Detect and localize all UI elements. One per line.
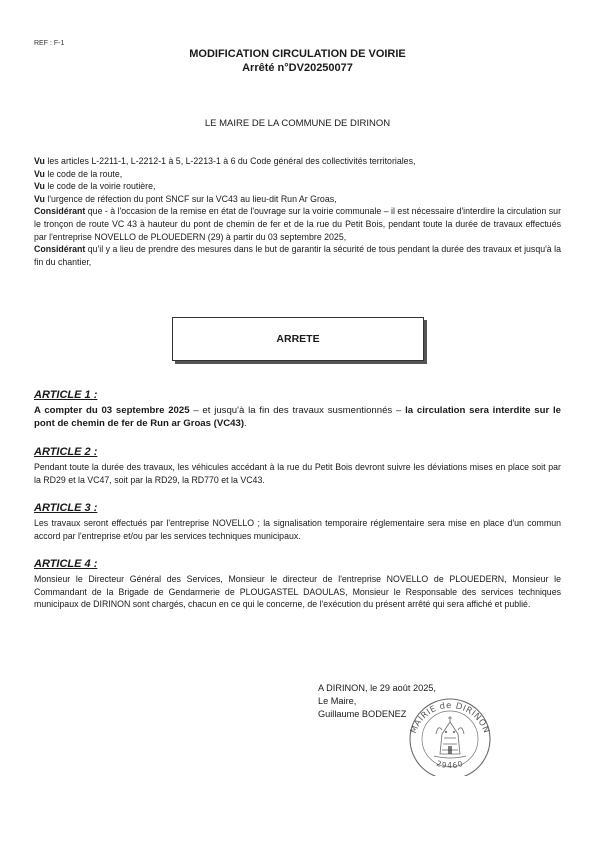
consideration-1: [34, 205, 561, 243]
decree-number: Arrêté n°DV20250077: [242, 62, 353, 74]
arrete-label: ARRETE: [276, 333, 320, 345]
signatory-role: Le Maire,: [318, 696, 357, 706]
preamble: [34, 155, 561, 268]
vu-keyword: Vu: [34, 168, 45, 179]
article-1-heading: ARTICLE 1 :: [34, 389, 98, 401]
legal-basis-4: [34, 193, 561, 206]
legal-basis-text: l'urgence de réfection du pont SNCF sur la VC43 au lieu-dit Run Ar Groas,: [44, 193, 337, 204]
article-1-end: .: [244, 418, 247, 430]
legal-basis-text: le code de la voirie routière,: [44, 181, 156, 192]
article-1-mid-text: – et jusqu'à la fin des travaux susmentionnés –: [189, 405, 406, 416]
arrete-box: [172, 317, 424, 361]
legal-basis-text: le code de la route,: [44, 168, 123, 179]
article-1-body: [34, 404, 561, 431]
article-1-start-date: A compter du 03 septembre 2025: [34, 405, 190, 416]
article-4-heading: ARTICLE 4 :: [34, 558, 98, 570]
vu-keyword: Vu: [34, 181, 45, 192]
legal-basis-3: [34, 180, 561, 193]
article-2-heading: ARTICLE 2 :: [34, 446, 98, 458]
legal-basis-1: [34, 155, 561, 168]
article-4-body: Monsieur le Directeur Général des Services, Monsieur le directeur de l'entreprise NOVELLO de PLOUEDERN, Monsieur le Commandant de la Brigade de Gendarmerie de PLOUGASTEL DAOULAS, Monsieur le Responsable des services techniques municipaux de DIRINON sont chargés, chacun en ce qui le concerne, de l'exécution du présent arrêté qui sera affiché et publié.: [34, 574, 561, 610]
svg-text:MAIRIE de DIRINON: MAIRIE de DIRINON: [408, 700, 492, 736]
mairie-stamp: [400, 694, 500, 776]
considerant-keyword: Considérant: [34, 244, 86, 255]
consideration-text: que - à l'occasion de la remise en état de l'ouvrage sur la voirie communale – il est nécessaire d'interdire la circulation sur le tronçon de route VC 43 à hauteur du pont de chemin de fer et de la rue du Petit Bois, pendant toute la durée de travaux effectués par l'entreprise NOVELLO de PLOUEDERN (29) à partir du 03 septembre 2025,: [34, 206, 561, 242]
consideration-2: [34, 243, 561, 268]
svg-text:29460: 29460: [435, 758, 465, 771]
issuing-authority: LE MAIRE DE LA COMMUNE DE DIRINON: [204, 118, 391, 129]
document-title: MODIFICATION CIRCULATION DE VOIRIE: [189, 48, 406, 60]
legal-basis-2: [34, 168, 561, 181]
article-3-body: Les travaux seront effectués par l'entreprise NOVELLO ; la signalisation temporaire réglementaire sera mise en place d'un commun accord par l'entreprise et/ou par les services techniques municipaux.: [34, 518, 561, 541]
article-3-heading: ARTICLE 3 :: [34, 502, 98, 514]
article-2-body: Pendant toute la durée des travaux, les véhicules accédant à la rue du Petit Bois devront suivre les déviations mises en place soit par la RD29 et la VC47, soit par la RD29, la RD770 et la VC43.: [34, 462, 561, 485]
consideration-text: qu'il y a lieu de prendre des mesures dans le but de garantir la sécurité de tous pendant la durée des travaux et jusqu'à la fin du chantier,: [34, 244, 561, 267]
stamp-seal-icon: [409, 699, 492, 776]
vu-keyword: Vu: [34, 156, 45, 166]
signatory-name: Guillaume BODENEZ: [318, 709, 407, 719]
legal-basis-text: les articles L-2211-1, L-2212-1 à 5, L-2213-1 à 6 du Code général des collectivités territoriales,: [44, 156, 416, 166]
place-and-date: A DIRINON, le 29 août 2025,: [318, 683, 436, 693]
reference-code: REF : F-1: [34, 40, 65, 47]
vu-keyword: Vu: [34, 193, 45, 204]
considerant-keyword: Considérant: [34, 206, 86, 217]
article-1-prohibition: la circulation sera interdite sur le pont de chemin de fer de Run ar Groas (VC43): [34, 405, 561, 430]
